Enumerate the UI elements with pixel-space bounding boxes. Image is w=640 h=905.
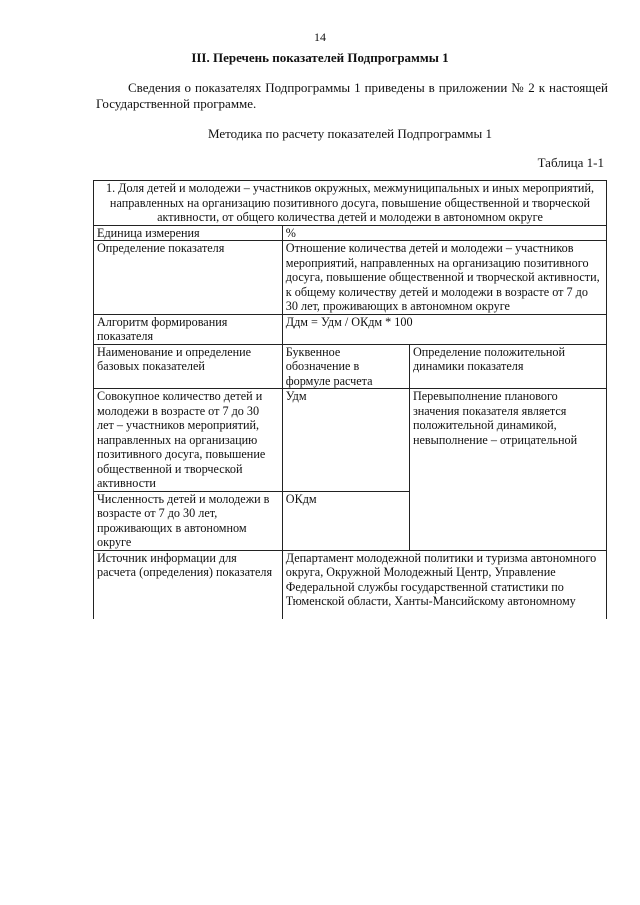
algorithm-label: Алгоритм формирования показателя (94, 314, 283, 344)
definition-row (94, 241, 607, 315)
algorithm-value: Ддм = Удм / ОКдм * 100 (282, 314, 606, 344)
header-letter: Буквенное обозначение в формуле расчета (282, 344, 409, 389)
source-value: Департамент молодежной политики и туризма автономного округа, Окружной Молодежный Центр, Управление Федеральной службы государственной статистики по Тюменской области, Ханты-Мансийскому автономному (282, 550, 606, 619)
header-dynamics: Определение положительной динамики показателя (409, 344, 606, 389)
unit-value: % (282, 225, 606, 241)
intro-paragraph: Сведения о показателях Подпрограммы 1 приведены в приложении № 2 к настоящей Государственной программе. (96, 80, 608, 111)
source-row (94, 550, 607, 619)
indicators-table (93, 180, 607, 619)
indicator-title-cell (94, 181, 607, 226)
header-base-name: Наименование и определение базовых показателей (94, 344, 283, 389)
method-heading: Методика по расчету показателей Подпрограммы 1 (207, 126, 492, 141)
base-header-row (94, 344, 607, 389)
indicator-number: 1. (105, 181, 116, 195)
page-number: 14 (314, 30, 326, 44)
base-row (94, 389, 607, 492)
base-row-letter: Удм (282, 389, 409, 492)
table-label: Таблица 1-1 (537, 155, 604, 170)
section-heading: III. Перечень показателей Подпрограммы 1 (191, 50, 449, 65)
base-row-name: Численность детей и молодежи в возрасте от 7 до 30 лет, проживающих в автономном округе (94, 491, 283, 550)
base-row-name: Совокупное количество детей и молодежи в возрасте от 7 до 30 лет – участников мероприятий, направленных на организацию позитивного досуга, повышение общественной и творческой активности (94, 389, 283, 492)
definition-label: Определение показателя (94, 241, 283, 315)
indicator-title-row (94, 181, 607, 226)
unit-row (94, 225, 607, 241)
base-row-letter: ОКдм (282, 491, 409, 550)
definition-value: Отношение количества детей и молодежи – участников мероприятий, направленных на организацию позитивного досуга, повышение общественной и творческой активности, к общему количеству детей и молодежи в возрасте от 7 до 30 лет, проживающих в автономном округе (282, 241, 606, 315)
algorithm-row (94, 314, 607, 344)
source-label: Источник информации для расчета (определения) показателя (94, 550, 283, 619)
unit-label: Единица измерения (94, 225, 283, 241)
indicator-title: Доля детей и молодежи – участников окружных, межмуниципальных и иных мероприятий, направленных на организацию позитивного досуга, повышение общественной и творческой активности, от общего количества детей и молодежи в автономном округе (109, 181, 595, 224)
dynamics-value: Перевыполнение планового значения показателя является положительной динамикой, невыполнение – отрицательной (409, 389, 606, 551)
